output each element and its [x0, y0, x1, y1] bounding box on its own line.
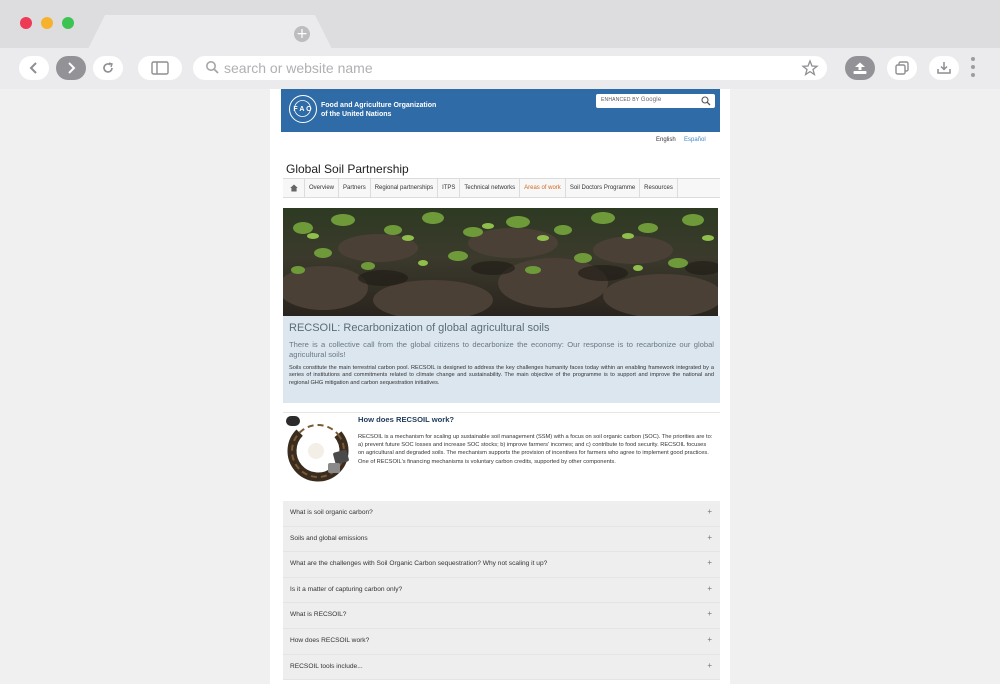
nav-partners[interactable]: Partners	[339, 179, 371, 197]
new-tab-icon[interactable]: +	[294, 26, 310, 42]
plus-icon[interactable]: +	[707, 634, 712, 644]
hero-lead: There is a collective call from the global citizens to decarbonize the economy: Our response is to recarbonize our global agricultural soils!	[289, 340, 714, 359]
reload-button[interactable]	[93, 56, 123, 80]
hero-panel	[283, 316, 720, 403]
maximize-window-button[interactable]	[62, 17, 74, 29]
lang-spanish[interactable]: Español	[684, 137, 706, 143]
faq-item[interactable]	[283, 629, 720, 655]
nav-home[interactable]	[283, 179, 305, 197]
forward-button[interactable]	[56, 56, 86, 80]
nav-soil-doctors-programme[interactable]: Soil Doctors Programme	[566, 179, 640, 197]
hero-body: Soils constitute the main terrestrial carbon pool. RECSOIL is designed to address the key challenges humanity faces today within an enabling framework integrated by a series of institutions and commitments related to climate change and sustainability. The main objective of the programme is to support and improve the national and regional GHG mitigation and carbon sequestration initiatives.	[289, 365, 714, 386]
faq-item[interactable]	[283, 552, 720, 578]
nav-areas-of-work[interactable]: Areas of work	[520, 179, 566, 197]
plus-icon[interactable]: +	[707, 660, 712, 670]
search-icon	[205, 60, 219, 74]
plus-icon[interactable]: +	[707, 583, 712, 593]
chevron-right-icon	[66, 61, 76, 75]
search-branding	[601, 97, 661, 103]
upload-icon	[852, 61, 868, 75]
faq-item[interactable]	[283, 527, 720, 553]
fao-logo-icon[interactable]	[289, 95, 317, 123]
hero-title: RECSOIL: Recarbonization of global agricultural soils	[289, 322, 550, 334]
org-name-line2: of the United Nations	[321, 111, 392, 118]
sidebar-button[interactable]	[138, 56, 182, 80]
how-title: How does RECSOIL work?	[358, 415, 455, 424]
faq-item[interactable]	[283, 655, 720, 681]
minimize-window-button[interactable]	[41, 17, 53, 29]
download-icon	[936, 60, 952, 76]
sidebar-icon	[151, 61, 169, 75]
web-page	[270, 89, 730, 684]
faq-item[interactable]	[283, 501, 720, 527]
browser-chrome	[0, 0, 1000, 89]
nav-itps[interactable]: ITPS	[438, 179, 460, 197]
nav-resources[interactable]: Resources	[640, 179, 678, 197]
faq-question: What is soil organic carbon?	[290, 509, 373, 516]
org-name-line1: Food and Agriculture Organization	[321, 102, 437, 109]
main-nav	[283, 178, 720, 198]
org-name[interactable]	[321, 101, 436, 119]
plus-icon[interactable]: +	[707, 507, 712, 516]
soil-plants-photo	[283, 208, 718, 316]
star-icon[interactable]	[801, 59, 819, 77]
svg-text:F A O: F A O	[293, 106, 312, 113]
address-placeholder: search or website name	[224, 60, 373, 76]
home-icon	[290, 184, 298, 192]
site-search-input[interactable]	[596, 94, 715, 108]
lang-english[interactable]: English	[656, 137, 676, 143]
browser-toolbar	[0, 48, 1000, 89]
search-icon[interactable]	[701, 96, 711, 106]
more-menu-icon[interactable]	[971, 57, 975, 77]
fao-header	[281, 89, 720, 132]
nav-overview[interactable]: Overview	[305, 179, 339, 197]
faq-item[interactable]	[283, 603, 720, 629]
back-button[interactable]	[19, 56, 49, 80]
hero-image	[283, 208, 718, 316]
close-window-button[interactable]	[20, 17, 32, 29]
search-label: ENHANCED BY	[601, 97, 640, 103]
reload-icon	[101, 61, 115, 75]
faq-question: Is it a matter of capturing carbon only?	[290, 585, 403, 593]
copy-icon	[894, 60, 910, 76]
window-controls	[20, 17, 74, 29]
share-button[interactable]	[845, 56, 875, 80]
tabs-overview-button[interactable]	[887, 56, 917, 80]
faq-item[interactable]	[283, 578, 720, 604]
address-bar[interactable]	[193, 56, 827, 80]
site-title[interactable]: Global Soil Partnership	[286, 162, 409, 176]
plus-icon[interactable]: +	[707, 532, 712, 542]
downloads-button[interactable]	[929, 56, 959, 80]
recsoil-diagram-image	[282, 413, 352, 485]
faq-question: RECSOIL tools include...	[290, 662, 363, 670]
plus-icon[interactable]: +	[707, 609, 712, 619]
faq-accordion	[283, 501, 720, 680]
chevron-left-icon	[29, 61, 39, 75]
faq-question: How does RECSOIL work?	[290, 636, 370, 644]
faq-question: What are the challenges with Soil Organic Carbon sequestration? Why not scaling it up?	[290, 560, 548, 568]
faq-question: Soils and global emissions	[290, 534, 368, 542]
plus-icon[interactable]: +	[707, 558, 712, 568]
how-body: RECSOIL is a mechanism for scaling up sustainable soil management (SSM) with a focus on soil organic carbon (SOC). The priorities are to: a) prevent future SOC losses and increase SOC stocks; b) improve farmers' incomes; and c) contribute to food security. RECSOIL focuses on agricultural and degraded soils. The mechanism supports the provision of incentives for farmers who agree to implement good practices. One of RECSOIL's financing mechanisms is voluntary carbon credits, supported by other components.	[358, 434, 713, 465]
search-brand: Google	[640, 97, 662, 103]
nav-technical-networks[interactable]: Technical networks	[460, 179, 520, 197]
faq-question: What is RECSOIL?	[290, 611, 347, 619]
nav-regional-partnerships[interactable]: Regional partnerships	[371, 179, 438, 197]
